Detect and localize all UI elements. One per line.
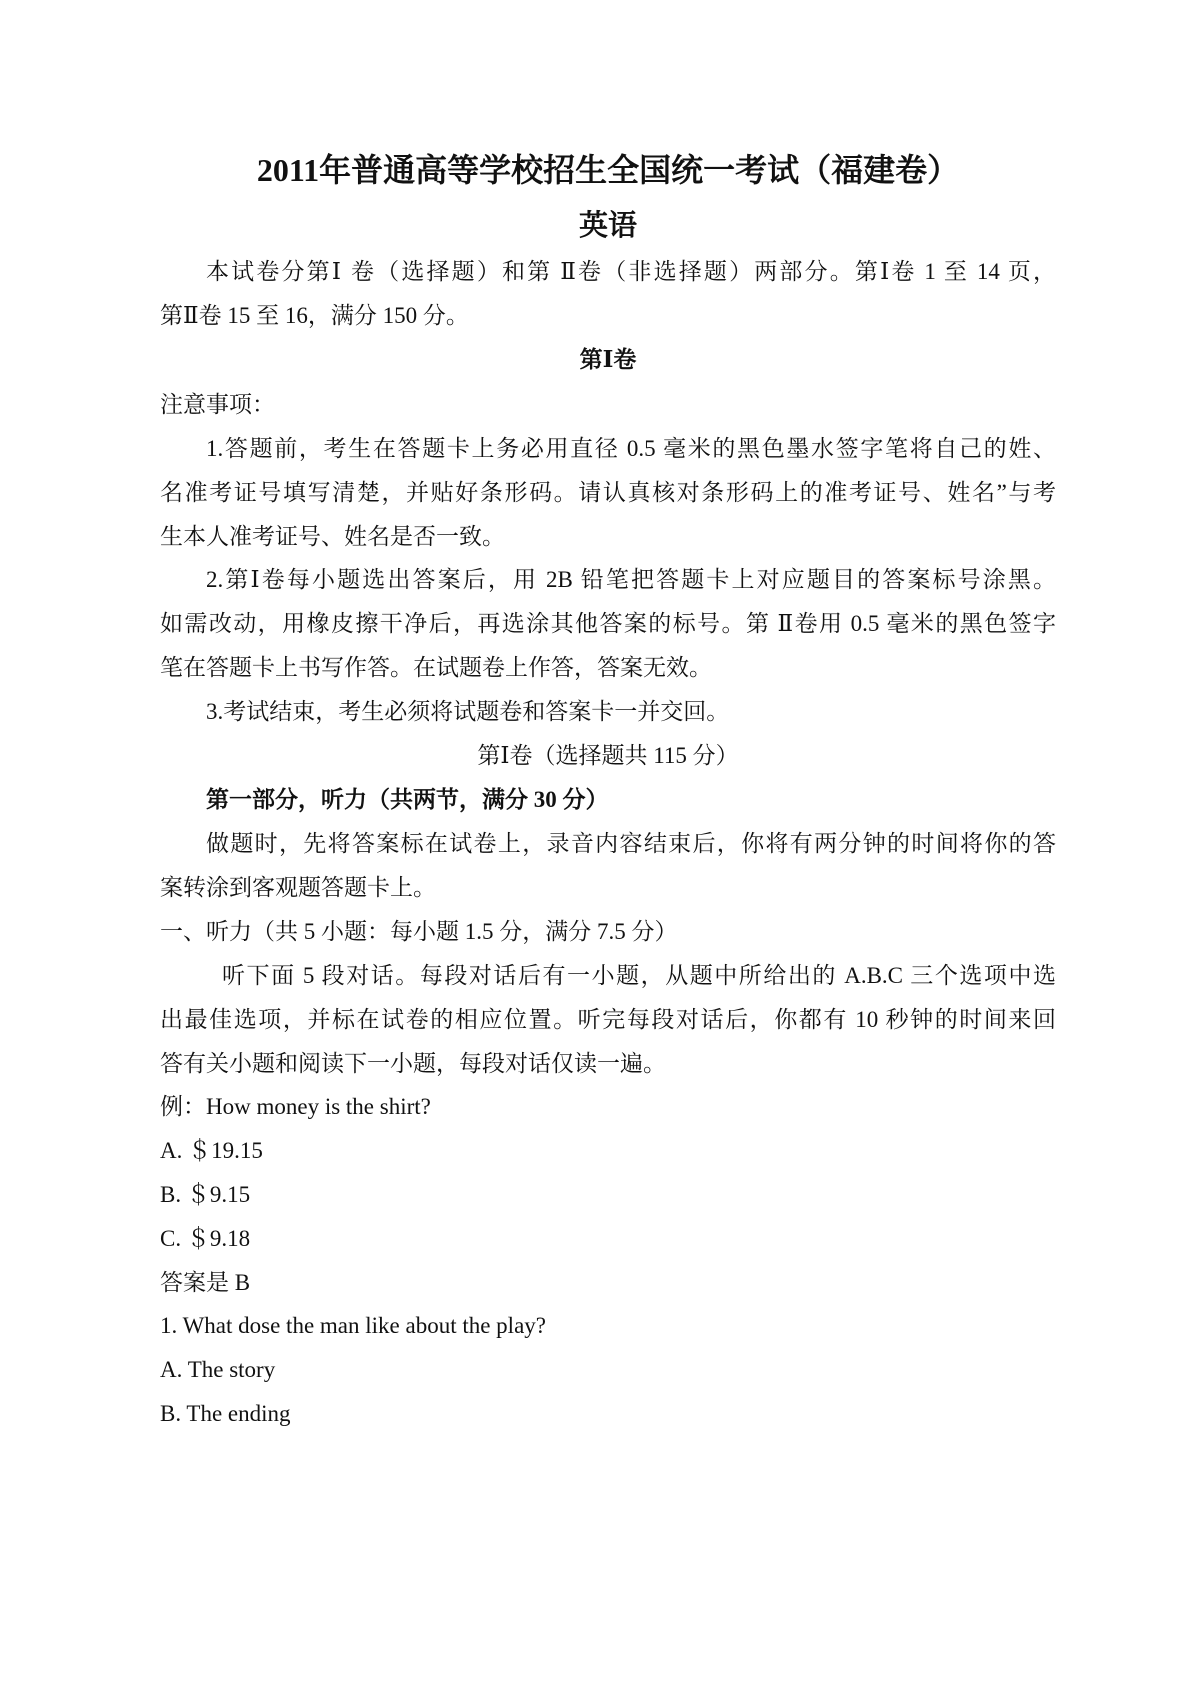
intro-line-1: 本试卷分第Ⅰ 卷（选择题）和第 Ⅱ卷（非选择题）两部分。第Ⅰ卷 1 至 14 页，	[206, 259, 1056, 284]
example-option-b: B. ＄9.15	[160, 1182, 251, 1207]
part1-line-2: 案转涂到客观题答题卡上。	[160, 875, 436, 900]
listening-line-3: 答有关小题和阅读下一小题，每段对话仅读一遍。	[160, 1051, 666, 1076]
listening-line-2: 出最佳选项，并标在试卷的相应位置。听完每段对话后，你都有 10 秒钟的时间来回	[160, 1007, 1056, 1032]
note-2-line-2: 如需改动，用橡皮擦干净后，再选涂其他答案的标号。第 Ⅱ卷用 0.5 毫米的黑色签字	[160, 611, 1056, 636]
example-option-c: C. ＄9.18	[160, 1226, 251, 1251]
question-1-option-b: B. The ending	[160, 1401, 291, 1426]
question-1-text: 1. What dose the man like about the play?	[160, 1313, 546, 1338]
note-1-line-2: 名准考证号填写清楚，并贴好条形码。请认真核对条形码上的准考证号、姓名”与考	[160, 480, 1056, 505]
note-2-line-3: 笔在答题卡上书写作答。在试题卷上作答，答案无效。	[160, 655, 712, 680]
intro-line-2: 第Ⅱ卷 15 至 16，满分 150 分。	[160, 303, 469, 328]
note-1-line-1: 1.答题前，考生在答题卡上务必用直径 0.5 毫米的黑色墨水签字笔将自己的姓、	[206, 436, 1056, 461]
part1-heading: 第一部分，听力（共两节，满分 30 分）	[206, 787, 609, 812]
note-3-line-1: 3.考试结束，考生必须将试题卷和答案卡一并交回。	[206, 699, 730, 724]
volume1-heading: 第Ⅰ卷	[579, 347, 637, 372]
exam-title: 2011年普通高等学校招生全国统一考试（福建卷）	[256, 152, 960, 188]
volume1-subheading: 第Ⅰ卷（选择题共 115 分）	[477, 743, 739, 768]
subject-title: 英语	[578, 210, 637, 242]
example-question: 例：How money is the shirt?	[160, 1094, 431, 1119]
note-1-line-3: 生本人准考证号、姓名是否一致。	[160, 524, 505, 549]
listening-heading: 一、听力（共 5 小题：每小题 1.5 分，满分 7.5 分）	[160, 919, 678, 944]
example-answer: 答案是 B	[160, 1270, 251, 1295]
listening-line-1: 听下面 5 段对话。每段对话后有一小题，从题中所给出的 A.B.C 三个选项中选	[222, 963, 1056, 988]
part1-line-1: 做题时，先将答案标在试卷上，录音内容结束后，你将有两分钟的时间将你的答	[206, 831, 1056, 856]
example-option-a: A. ＄19.15	[160, 1138, 263, 1163]
question-1-option-a: A. The story	[160, 1357, 276, 1382]
notes-heading: 注意事项：	[160, 392, 275, 417]
note-2-line-1: 2.第Ⅰ卷每小题选出答案后，用 2B 铅笔把答题卡上对应题目的答案标号涂黑。	[206, 567, 1056, 592]
